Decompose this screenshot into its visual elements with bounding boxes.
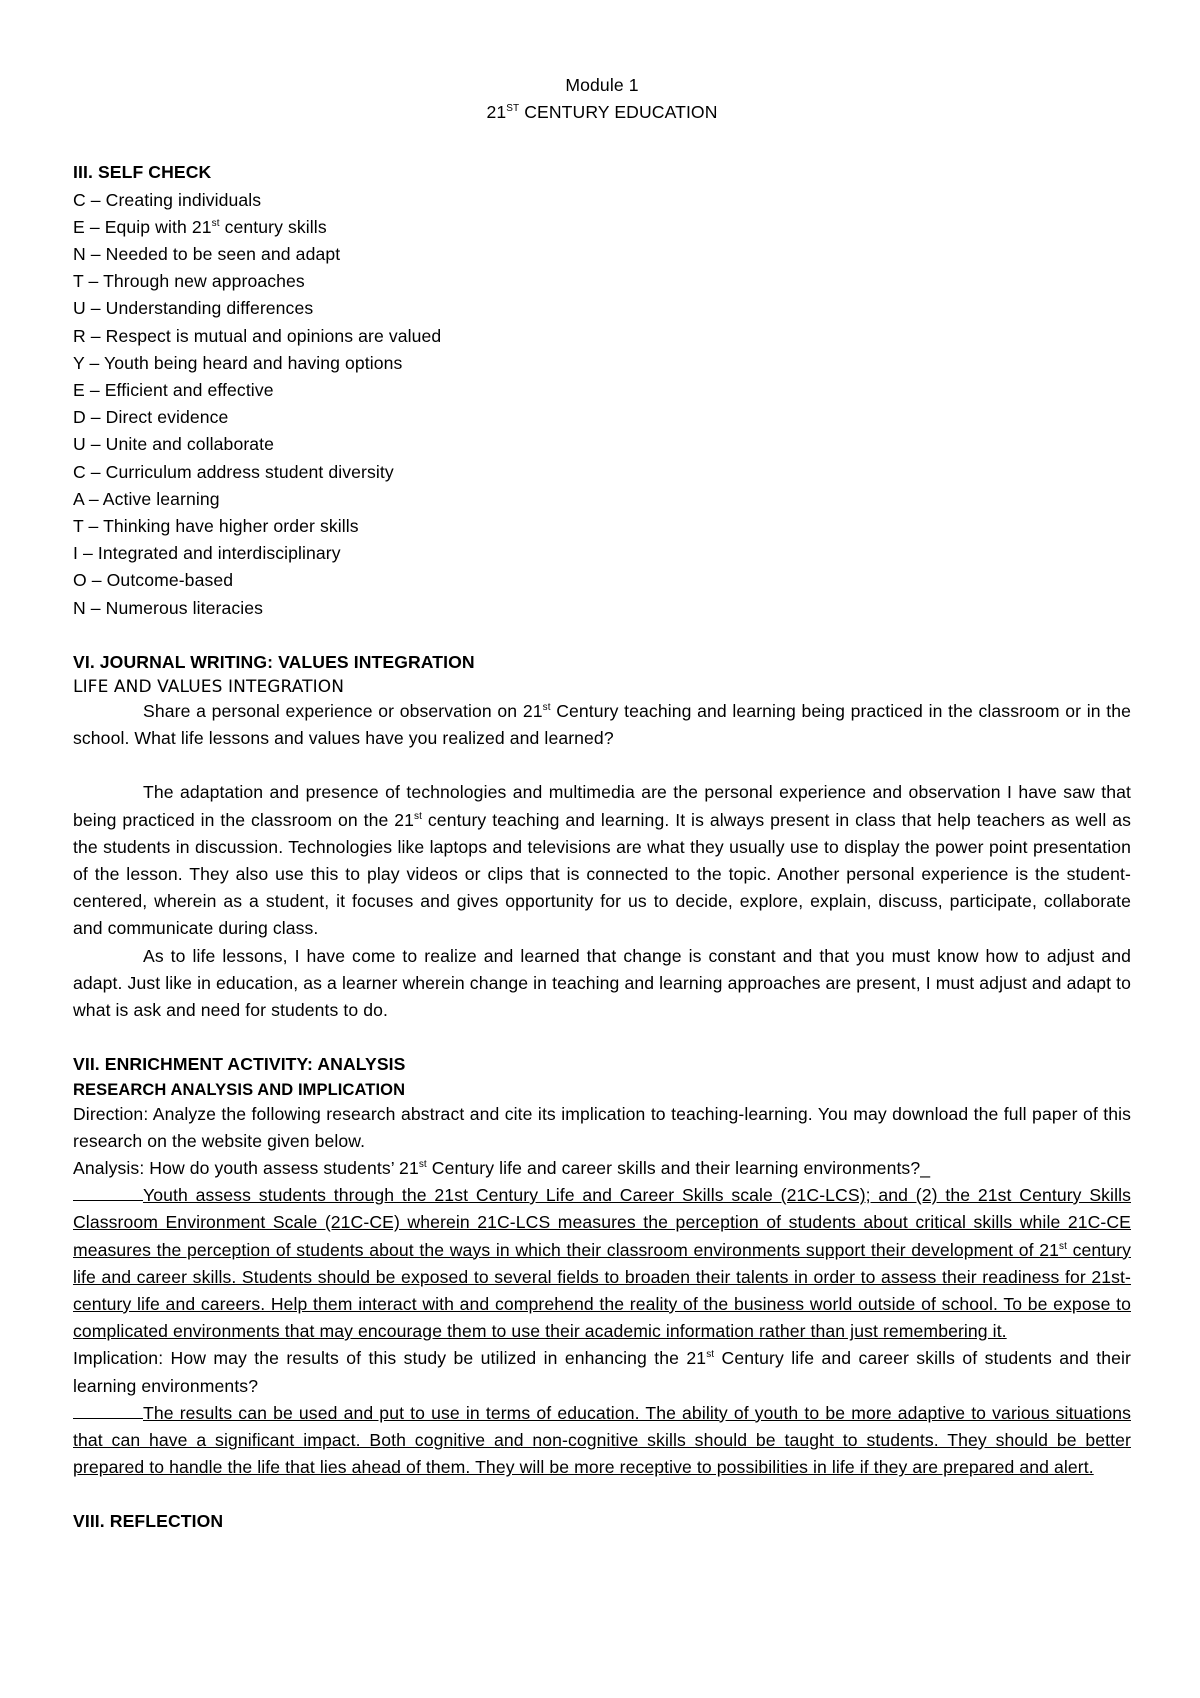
acrostic-item: E – Efficient and effective bbox=[73, 380, 274, 401]
acrostic-item: C – Curriculum address student diversity bbox=[73, 461, 394, 482]
acrostic-item: A – Active learning bbox=[73, 488, 220, 509]
direction-text: Direction: Analyze the following research abstract and cite its implication to teaching-learning. You may download the full paper of this research on the website given below. bbox=[73, 1103, 1131, 1151]
acrostic-item: T – Through new approaches bbox=[73, 271, 305, 292]
acrostic-item: U – Unite and collaborate bbox=[73, 434, 275, 455]
journal-prompt: Share a personal experience or observation on 21st Century teaching and learning being practiced in the classroom or in the school. What life lessons and values have you realized and learned? bbox=[73, 701, 1131, 749]
enrichment-subheading: RESEARCH ANALYSIS AND IMPLICATION bbox=[73, 1080, 406, 1099]
journal-subheading: LIFE AND VALUES INTEGRATION bbox=[73, 677, 345, 698]
acrostic-item: D – Direct evidence bbox=[73, 407, 229, 428]
module-label: Module 1 bbox=[565, 75, 639, 95]
document-body bbox=[73, 72, 1131, 1536]
journal-answer-paragraph: The adaptation and presence of technologies and multimedia are the personal experience and observation I have saw that being practiced in the classroom on the 21st century teaching and learning. It is always present in class that help teachers as well as the students in discussion. Technologies like laptops and televisions are what they usually use to display the power point presentation of the lesson. They also use this to play videos or clips that is connected to the topic. Another personal experience is the student-centered, wherein as a student, it focuses and gives opportunity for us to decide, explore, explain, discuss, participate, collaborate and communicate during class. bbox=[73, 782, 1131, 939]
acrostic-item: N – Needed to be seen and adapt bbox=[73, 244, 341, 265]
journal-heading: VI. JOURNAL WRITING: VALUES INTEGRATION bbox=[73, 651, 475, 672]
enrichment-heading: VII. ENRICHMENT ACTIVITY: ANALYSIS bbox=[73, 1054, 406, 1075]
acrostic-item: I – Integrated and interdisciplinary bbox=[73, 543, 341, 564]
analysis-answer: Youth assess students through the 21st Century Life and Career Skills scale (21C-LCS); and (2) the 21st Century Skills Classroom Environment Scale (21C-CE) wherein 21C-LCS measures the perception of students about critical skills while 21C-CE measures the perception of students about the ways in which their classroom environments support their development of 21st century life and career skills. Students should be exposed to several fields to broaden their talents in order to assess their readiness for 21st-century life and careers. Help them interact with and comprehend the reality of the business world outside of school. To be expose to complicated environments that may encourage them to use their academic information rather than just remembering it. bbox=[73, 1182, 1131, 1345]
self-check-list bbox=[73, 187, 1131, 622]
acrostic-item: T – Thinking have higher order skills bbox=[73, 516, 359, 537]
implication-question: Implication: How may the results of this study be utilized in enhancing the 21st Century life and career skills of students and their learning environments? bbox=[73, 1348, 1131, 1396]
acrostic-item: Y – Youth being heard and having options bbox=[73, 352, 403, 373]
acrostic-item: O – Outcome-based bbox=[73, 570, 234, 591]
reflection-heading: VIII. REFLECTION bbox=[73, 1511, 224, 1532]
acrostic-item: U – Understanding differences bbox=[73, 298, 314, 319]
implication-answer: The results can be used and put to use in terms of education. The ability of youth to be more adaptive to various situations that can have a significant impact. Both cognitive and non-cognitive skills should be taught to students. They should be better prepared to handle the life that lies ahead of them. They will be more receptive to possibilities in life if they are prepared and alert. bbox=[73, 1400, 1131, 1482]
journal-answer-paragraph: As to life lessons, I have come to realize and learned that change is constant and that you must know how to adjust and adapt. Just like in education, as a learner wherein change in teaching and learning approaches are present, I must adjust and adapt to what is ask and need for students to do. bbox=[73, 945, 1131, 1021]
acrostic-item: N – Numerous literacies bbox=[73, 597, 264, 618]
acrostic-item: R – Respect is mutual and opinions are valued bbox=[73, 325, 442, 346]
acrostic-item: E – Equip with 21st century skills bbox=[73, 216, 327, 237]
acrostic-item: C – Creating individuals bbox=[73, 189, 262, 210]
self-check-heading: III. SELF CHECK bbox=[73, 162, 212, 183]
analysis-question: Analysis: How do youth assess students’ 21st Century life and career skills and their learning environments?_ bbox=[73, 1157, 931, 1178]
page-title: 21ST CENTURY EDUCATION bbox=[486, 102, 718, 123]
